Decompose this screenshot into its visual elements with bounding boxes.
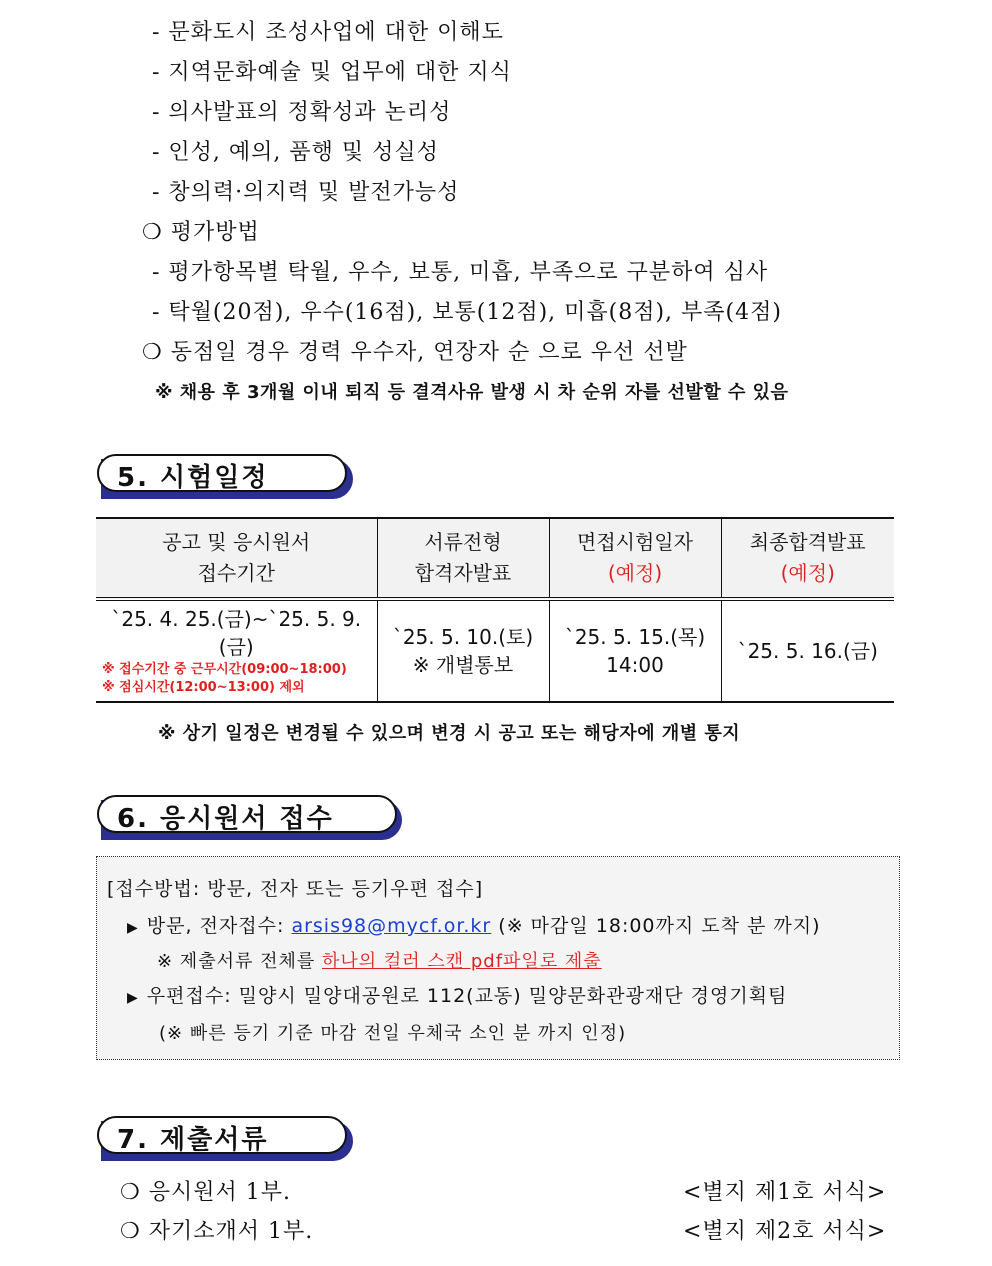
document-result-date: `25. 5. 10.(토)	[392, 625, 534, 649]
section-title: 5. 시험일정	[117, 463, 269, 493]
section-heading	[97, 454, 353, 500]
document-form: <별지 제1호 서식>	[683, 1180, 887, 1205]
period-note: ※ 접수기간 중 근무시간(09:00~18:00)	[102, 662, 347, 677]
replacement-note: ※ 채용 후 3개월 이내 퇴직 등 결격사유 발생 시 차 순위 자를 선발할 수 있음	[155, 382, 789, 403]
tie-break-rule: ❍ 동점일 경우 경력 우수자, 연장자 순 으로 우선 선발	[142, 340, 688, 365]
header-line: 면접시험일자	[577, 530, 693, 554]
visit-deadline: (※ 마감일 18:00까지 도착 분 까지)	[491, 915, 821, 937]
table-cell	[377, 599, 549, 702]
triangle-bullet-icon: ▶	[127, 920, 139, 936]
document-form: <별지 제2호 서식>	[683, 1219, 887, 1244]
column-header	[96, 518, 377, 599]
evaluation-score-line: - 탁월(20점), 우수(16점), 보통(12점), 미흡(8점), 부족(4점)	[152, 300, 782, 325]
submission-format-line	[157, 947, 602, 973]
visit-label: 방문, 전자접수:	[146, 915, 292, 937]
document-item: ❍ 자기소개서 1부.	[120, 1219, 314, 1244]
criteria-item: - 문화도시 조성사업에 대한 이해도	[152, 20, 504, 45]
column-header	[721, 518, 894, 599]
criteria-item: - 창의력·의지력 및 발전가능성	[152, 180, 460, 205]
header-line: 접수기간	[197, 561, 275, 585]
submit-highlight: 하나의 컬러 스캔 pdf파일로 제출	[321, 951, 602, 972]
table-cell	[721, 599, 894, 702]
application-method-box	[96, 856, 900, 1060]
interview-time: 14:00	[606, 653, 664, 677]
evaluation-method-line: - 평가항목별 탁월, 우수, 보통, 미흡, 부족으로 구분하여 심사	[152, 260, 769, 285]
document-item: ❍ 응시원서 1부.	[120, 1180, 291, 1205]
final-result-date: `25. 5. 16.(금)	[737, 639, 878, 663]
table-cell	[96, 599, 377, 702]
submit-prefix: ※ 제출서류 전체를	[157, 951, 322, 972]
table-cell	[549, 599, 721, 702]
postal-note: (※ 빠른 등기 기준 마감 전일 우체국 소인 분 까지 인정)	[159, 1023, 627, 1044]
column-header	[549, 518, 721, 599]
section-title: 6. 응시원서 접수	[117, 804, 334, 834]
header-line: 공고 및 응시원서	[162, 530, 311, 554]
criteria-item: - 인성, 예의, 품행 및 성실성	[152, 140, 439, 165]
postal-address: 우편접수: 밀양시 밀양대공원로 112(교동) 밀양문화관광재단 경영기획팀	[146, 985, 788, 1007]
application-method: [접수방법: 방문, 전자 또는 등기우편 접수]	[107, 878, 484, 900]
header-line: 합격자발표	[414, 561, 512, 585]
section-heading	[97, 795, 402, 841]
email-link[interactable]: arsis98@mycf.or.kr	[291, 915, 492, 937]
table-header-row	[96, 518, 894, 599]
document-result-note: ※ 개별통보	[412, 653, 514, 677]
triangle-bullet-icon: ▶	[127, 990, 139, 1006]
column-header	[377, 518, 549, 599]
header-line-tentative: (예정)	[607, 561, 663, 585]
header-line: 최종합격발표	[749, 530, 866, 554]
criteria-item: - 지역문화예술 및 업무에 대한 지식	[152, 60, 512, 85]
table-row	[96, 599, 894, 702]
section-heading	[97, 1116, 353, 1162]
header-line-tentative: (예정)	[780, 561, 835, 585]
visit-electronic-line	[127, 911, 821, 938]
interview-date: `25. 5. 15.(목)	[564, 625, 706, 649]
section-title: 7. 제출서류	[117, 1125, 269, 1155]
schedule-change-note: ※ 상기 일정은 변경될 수 있으며 변경 시 공고 또는 해당자에 개별 통지	[158, 723, 741, 744]
criteria-item: - 의사발표의 정확성과 논리성	[152, 100, 452, 125]
postal-line	[127, 981, 787, 1008]
evaluation-method-header: ❍ 평가방법	[142, 220, 260, 245]
application-period: `25. 4. 25.(금)~`25. 5. 9.(금)	[111, 607, 362, 659]
period-note: ※ 점심시간(12:00~13:00) 제외	[102, 680, 305, 695]
schedule-table	[96, 517, 894, 703]
header-line: 서류전형	[424, 530, 502, 554]
